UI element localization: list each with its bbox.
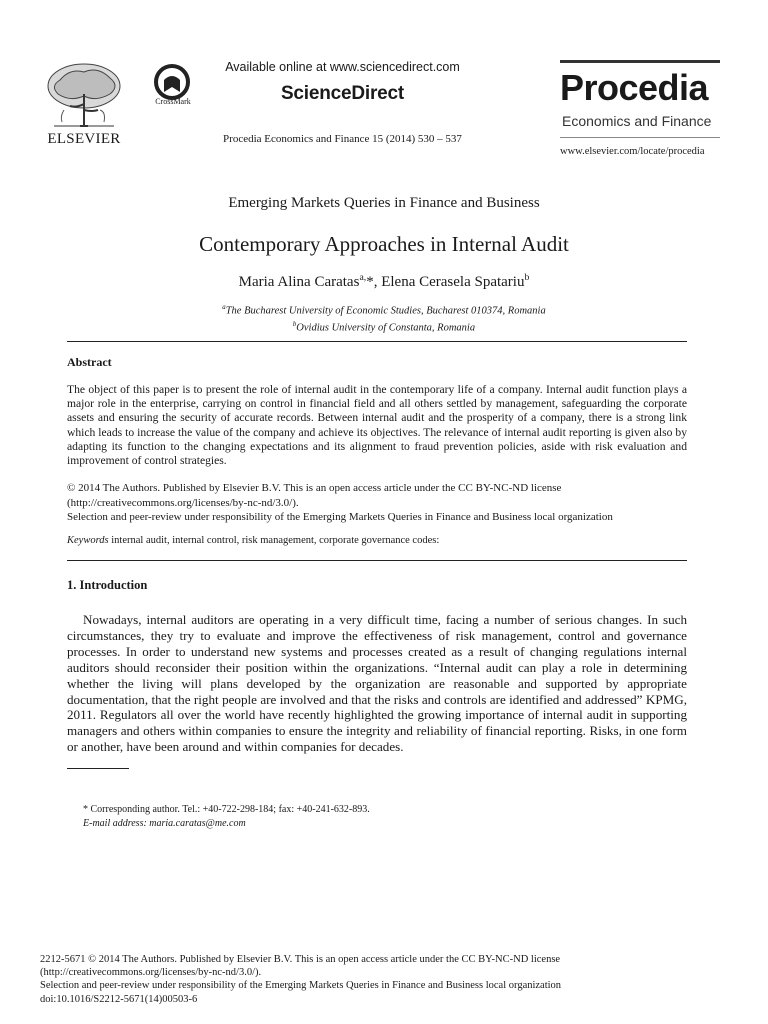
sciencedirect-logo[interactable]: ScienceDirect [280,83,405,104]
page-bottom-license [40,953,730,1006]
affiliation-b [0,321,768,334]
abstract-bottom-rule [67,560,687,561]
procedia-bottom-rule [560,137,720,138]
bottom-peer-review: Selection and peer-review under responsibility of the Emerging Markets Queries in Finance and Business local organization [40,980,562,992]
elsevier-wordmark: ELSEVIER [47,131,121,147]
doi[interactable]: doi:10.1016/S2212-5671(14)00503-6 [40,993,198,1005]
author-1: Maria Alina Caratas [238,274,360,290]
affiliation-b-text: Ovidius University of Constanta, Romania [296,322,476,334]
procedia-subtitle: Economics and Finance [562,113,712,129]
footnote-email: E-mail address: maria.caratas@me.com [83,818,246,829]
introduction-body: Nowadays, internal auditors are operating in a very difficult time, facing a number of serious changes. In such circumstances, they try to evaluate and improve the effectiveness of risk management, control and governance processes. In order to understand new systems and processes created as a result of changing regulations internal auditors should reconsider their position within the organizations. “Internal audit can play a role in determining whether the living will plans developed by the organization are reasonable and supported by appropriate documentation, that the right people are involved and that the risks and controls are identified and addressed” KPMG, 2011. Regulators all over the world have recently highlighted the growing importance of internal audit in supporting managers and others within companies to ensure the integrity and reliability of financial reporting. Risks, in one form or another, have been around and within companies for decades. [67,612,687,755]
abstract-heading: Abstract [67,355,112,369]
author-separator: , [373,274,382,290]
journal-url-link[interactable]: www.elsevier.com/locate/procedia [560,146,705,157]
affiliation-a [0,304,768,317]
section-heading-introduction: 1. Introduction [67,578,148,592]
abstract-body: The object of this paper is to present the role of internal audit in the contemporary life of a company. Internal audit function plays a major role in the enterprise, carrying on control in financial field and all others settled by management, safeguarding the corporate assets and ensuring the security of accurate records. Between internal audit and the prosperity of a company, there is a strong link which leads to increase the value of the company and achieve its objectives. The relevance of internal audit reporting is given also by adapting its function to the changing expectations and its alignment to fraud prevention policies, aside with risk evaluation and improvement of control strategies. [67,383,687,468]
affiliation-a-text: The Bucharest University of Economic Studies, Bucharest 010374, Romania [225,305,546,317]
procedia-logo: Procedia [560,67,709,108]
author-list [0,272,768,291]
keywords-list: internal audit, internal control, risk management, corporate governance codes: [108,535,440,546]
footnote-rule [67,768,129,769]
abstract-peer-review: Selection and peer-review under responsibility of the Emerging Markets Queries in Finance and Business local organization [67,511,613,523]
affiliation-a-mark: a [222,304,226,311]
abstract-top-rule [67,341,687,342]
bottom-license-line-1: 2212-5671 © 2014 The Authors. Published by Elsevier B.V. This is an open access article under the CC BY-NC-ND license [40,954,561,965]
available-online-text: Available online at www.sciencedirect.com [225,60,460,74]
crossmark-label: CrossMark [155,97,191,106]
keywords [67,535,687,546]
author-1-affiliation-mark: a, [359,272,367,283]
affiliation-b-mark: b [292,321,297,328]
corresponding-mark: * [366,274,374,290]
procedia-top-rule [560,60,720,63]
abstract-license-line-1: © 2014 The Authors. Published by Elsevier B.V. This is an open access article under the CC BY-NC-ND license [67,482,562,494]
author-2-affiliation-mark: b [524,272,530,283]
paper-title: Contemporary Approaches in Internal Audit [199,232,569,256]
keywords-label: Keywords [67,535,109,546]
author-2: Elena Cerasela Spatariu [381,274,525,290]
conference-name: Emerging Markets Queries in Finance and Business [228,195,540,211]
bottom-license-link[interactable]: (http://creativecommons.org/licenses/by-nc-nd/3.0/). [40,967,262,979]
footnote-corresponding: * Corresponding author. Tel.: +40-722-298-184; fax: +40-241-632-893. [83,804,370,815]
journal-citation: Procedia Economics and Finance 15 (2014) 530 – 537 [223,133,462,145]
abstract-license-link[interactable]: (http://creativecommons.org/licenses/by-nc-nd/3.0/). [67,496,299,509]
